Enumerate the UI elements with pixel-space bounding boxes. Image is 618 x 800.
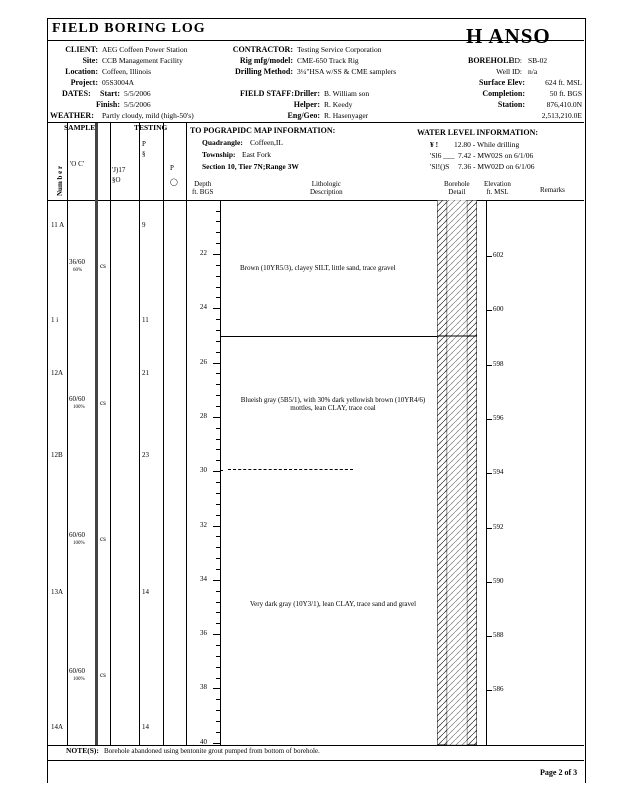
blows-11b: 11 [142, 316, 149, 324]
depth-label: 34 [200, 574, 207, 583]
driller-value: B. William son [324, 89, 370, 98]
depth-minor-tick [216, 504, 220, 505]
depth-minor-tick [216, 667, 220, 668]
section-value: Section 10, Tier 7N;Range 3W [202, 162, 299, 171]
blows-12a: 21 [142, 369, 149, 377]
depth-minor-tick [216, 428, 220, 429]
sample-header: SAMPLE [64, 123, 96, 132]
depth-minor-tick [216, 732, 220, 733]
elevation-tick [486, 636, 492, 637]
depth-minor-tick [216, 721, 220, 722]
depth-minor-tick [216, 373, 220, 374]
sample-id-11a: 11 A [51, 221, 65, 229]
sample-type-3: cs [100, 535, 106, 543]
depth-minor-tick [216, 243, 220, 244]
finish-value: 5/5/2006 [124, 100, 151, 109]
borehole-id-value: SB-02 [528, 56, 548, 65]
elevation-label: 602 [493, 251, 504, 259]
depth-minor-tick [216, 482, 220, 483]
depth-minor-tick [216, 211, 220, 212]
project-label: Project: [70, 78, 98, 87]
number-header: Num b e r [56, 165, 64, 196]
recovery-1: 36/60 [69, 258, 85, 266]
surface-elev-value: 624 ft. MSL [545, 78, 582, 87]
sample-type-4: cs [100, 671, 106, 679]
borehole-id-label: ID: [512, 56, 522, 65]
description-1: Brown (10YR5/3), clayey SILT, little sand, trace gravel [240, 264, 396, 272]
elevation-label: 588 [493, 631, 504, 640]
elevation-tick [486, 690, 492, 691]
contractor-value: Testing Service Corporation [297, 45, 382, 54]
depth-minor-tick [216, 265, 220, 266]
blows-13a: 14 [142, 588, 149, 596]
depth-tick [213, 634, 220, 635]
depth-minor-tick [216, 623, 220, 624]
drilling-method-value: 3¼"HSA w/SS & CME samplers [297, 67, 397, 76]
water-row-1: 12.80 - While drilling [454, 140, 520, 149]
detail-header: Borehole Detail [444, 180, 470, 196]
township-label: Township: [202, 150, 236, 159]
depth-minor-tick [216, 330, 220, 331]
location-label: Location: [65, 67, 98, 76]
depth-minor-tick [216, 319, 220, 320]
station-east-value: 2,513,210.0E [541, 111, 582, 120]
sample-type-2: cs [100, 399, 106, 407]
depth-minor-tick [216, 678, 220, 679]
quadrangle-label: Quadrangle: [202, 138, 243, 147]
depth-label: 38 [200, 683, 207, 692]
borehole-label: BOREHOLE [468, 56, 514, 65]
start-value: 5/5/2006 [124, 89, 151, 98]
depth-minor-tick [216, 591, 220, 592]
topo-title: TO POGRAPIDC MAP INFORMATION: [190, 126, 336, 135]
elevation-tick [486, 256, 492, 257]
elevation-label: 598 [493, 359, 504, 368]
notes-value: Borehole abandoned using bentonite grout pumped from bottom of borehole. [104, 747, 320, 755]
remarks-header: Remarks [540, 186, 565, 194]
depth-tick [213, 526, 220, 527]
depth-minor-tick [216, 406, 220, 407]
field-staff-label: FIELD STAFF: [240, 89, 294, 98]
surface-elev-label: Surface Elev: [479, 78, 525, 87]
quadrangle-value: Coffeen,IL [250, 138, 283, 147]
depth-tick [213, 417, 220, 418]
elevation-label: 600 [493, 305, 504, 314]
helper-label: Helper: [293, 100, 320, 109]
elevation-tick [486, 528, 492, 529]
elevation-label: 594 [493, 468, 504, 477]
finish-label: Finish: [95, 100, 120, 109]
depth-label: 40 [200, 737, 207, 746]
dates-label: DATES: [62, 89, 91, 98]
elevation-tick [486, 582, 492, 583]
client-label: CLIENT: [65, 45, 98, 54]
site-label: Site: [82, 56, 98, 65]
elevation-header: Elevation ft. MSL [484, 180, 511, 196]
testing-header: TESTING [134, 123, 168, 132]
borehole-detail [437, 200, 477, 745]
depth-tick [213, 254, 220, 255]
elevation-tick [486, 473, 492, 474]
depth-minor-tick [216, 699, 220, 700]
depth-tick [213, 743, 220, 744]
page-title: FIELD BORING LOG [52, 21, 206, 36]
depth-minor-tick [216, 221, 220, 222]
depth-minor-tick [216, 569, 220, 570]
client-value: AEG Coffeen Power Station [102, 45, 188, 54]
helper-value: R. Keedy [324, 100, 353, 109]
rig-value: CME-650 Track Rig [297, 56, 359, 65]
sample-type-1: cs [100, 262, 106, 270]
depth-minor-tick [216, 439, 220, 440]
completion-value: 50 ft. BGS [549, 89, 582, 98]
depth-tick [213, 688, 220, 689]
depth-minor-tick [216, 287, 220, 288]
water-mark-3: 'Sl!()S [430, 162, 450, 171]
depth-minor-tick [216, 602, 220, 603]
depth-minor-tick [216, 341, 220, 342]
company-logo: H ANSO [466, 24, 551, 48]
elevation-tick [486, 310, 492, 311]
page-number: Page 2 of 3 [540, 768, 578, 777]
water-mark-2: 'Sl6 ___ [430, 151, 455, 160]
depth-minor-tick [216, 536, 220, 537]
water-level-title: WATER LEVEL INFORMATION: [417, 128, 539, 137]
contractor-label: CONTRACTOR: [232, 45, 293, 54]
sample-id-14a: 14A [51, 723, 64, 731]
notes-label: NOTE(S): [66, 746, 99, 755]
depth-label: 26 [200, 357, 207, 366]
eng-label: Eng/Geo: [287, 111, 320, 120]
drilling-method-label: Drilling Method: [235, 67, 293, 76]
elevation-label: 590 [493, 576, 504, 585]
depth-minor-tick [216, 710, 220, 711]
weather-value: Partly cloudy, mild (high-50's) [102, 111, 194, 120]
water-row-3: 7.36 - MW02D on 6/1/06 [458, 162, 535, 171]
sample-id-11b: 1 i [51, 316, 59, 324]
depth-tick [213, 471, 220, 472]
completion-label: Completion: [482, 89, 525, 98]
elevation-label: 596 [493, 413, 504, 422]
recovery-pct-1: 60% [73, 268, 83, 273]
sample-id-12a: 12A [51, 369, 64, 377]
depth-minor-tick [216, 493, 220, 494]
blows-12b: 23 [142, 451, 149, 459]
depth-minor-tick [216, 352, 220, 353]
rig-label: Rig mfg/model: [239, 56, 293, 65]
well-id-value: n/a [528, 67, 538, 76]
depth-minor-tick [216, 515, 220, 516]
depth-minor-tick [216, 276, 220, 277]
depth-minor-tick [216, 395, 220, 396]
recovery-4: 60/60 [69, 667, 85, 675]
depth-minor-tick [216, 460, 220, 461]
depth-header: Depth ft. BGS [192, 180, 214, 196]
depth-tick [213, 308, 220, 309]
depth-minor-tick [216, 232, 220, 233]
blows-11a: 9 [142, 221, 146, 229]
depth-minor-tick [216, 558, 220, 559]
depth-minor-tick [216, 645, 220, 646]
depth-label: 36 [200, 629, 207, 638]
blows-14a: 14 [142, 723, 149, 731]
depth-minor-tick [216, 656, 220, 657]
depth-minor-tick [216, 384, 220, 385]
depth-minor-tick [216, 612, 220, 613]
depth-minor-tick [216, 297, 220, 298]
recovery-2: 60/60 [69, 395, 85, 403]
station-value: 876,410.0N [546, 100, 582, 109]
sample-id-13a: 13A [51, 588, 64, 596]
well-id-label: Well ID: [496, 67, 522, 76]
depth-label: 28 [200, 411, 207, 420]
elevation-tick [486, 365, 492, 366]
site-value: CCB Management Facility [102, 56, 183, 65]
elevation-label: 586 [493, 685, 504, 694]
depth-label: 30 [200, 466, 207, 475]
water-row-2: 7.42 - MW02S on 6/1/06 [458, 151, 534, 160]
station-label: Station: [497, 100, 525, 109]
depth-label: 22 [200, 249, 207, 257]
depth-minor-tick [216, 547, 220, 548]
elevation-label: 592 [493, 522, 504, 531]
recovery-3: 60/60 [69, 531, 85, 539]
depth-tick [213, 580, 220, 581]
lithologic-header: Lithologic Description [310, 180, 343, 196]
depth-minor-tick [216, 449, 220, 450]
water-mark-1: ¥ ! [430, 140, 439, 149]
township-value: East Fork [242, 150, 271, 159]
description-2: Blueish gray (5B5/1), with 30% dark yellowish brown (10YR4/6) mottles, lean CLAY, trace coal [240, 396, 426, 412]
recovery-pct-2: 100% [73, 405, 85, 410]
driller-label: Driller: [294, 89, 320, 98]
location-value: Coffeen, Illinois [102, 67, 152, 76]
sample-id-12b: 12B [51, 451, 63, 459]
depth-label: 32 [200, 520, 207, 529]
project-value: 05S3004A [102, 78, 135, 87]
weather-label: WEATHER: [50, 111, 94, 120]
eng-value: R. Hasenyager [324, 111, 369, 120]
recovery-pct-3: 100% [73, 541, 85, 546]
start-label: Start: [100, 89, 120, 98]
depth-label: 24 [200, 303, 207, 312]
recovery-pct-4: 100% [73, 677, 85, 682]
description-3: Very dark gray (10Y3/1), lean CLAY, trace sand and gravel [249, 600, 417, 608]
depth-tick [213, 363, 220, 364]
elevation-tick [486, 419, 492, 420]
